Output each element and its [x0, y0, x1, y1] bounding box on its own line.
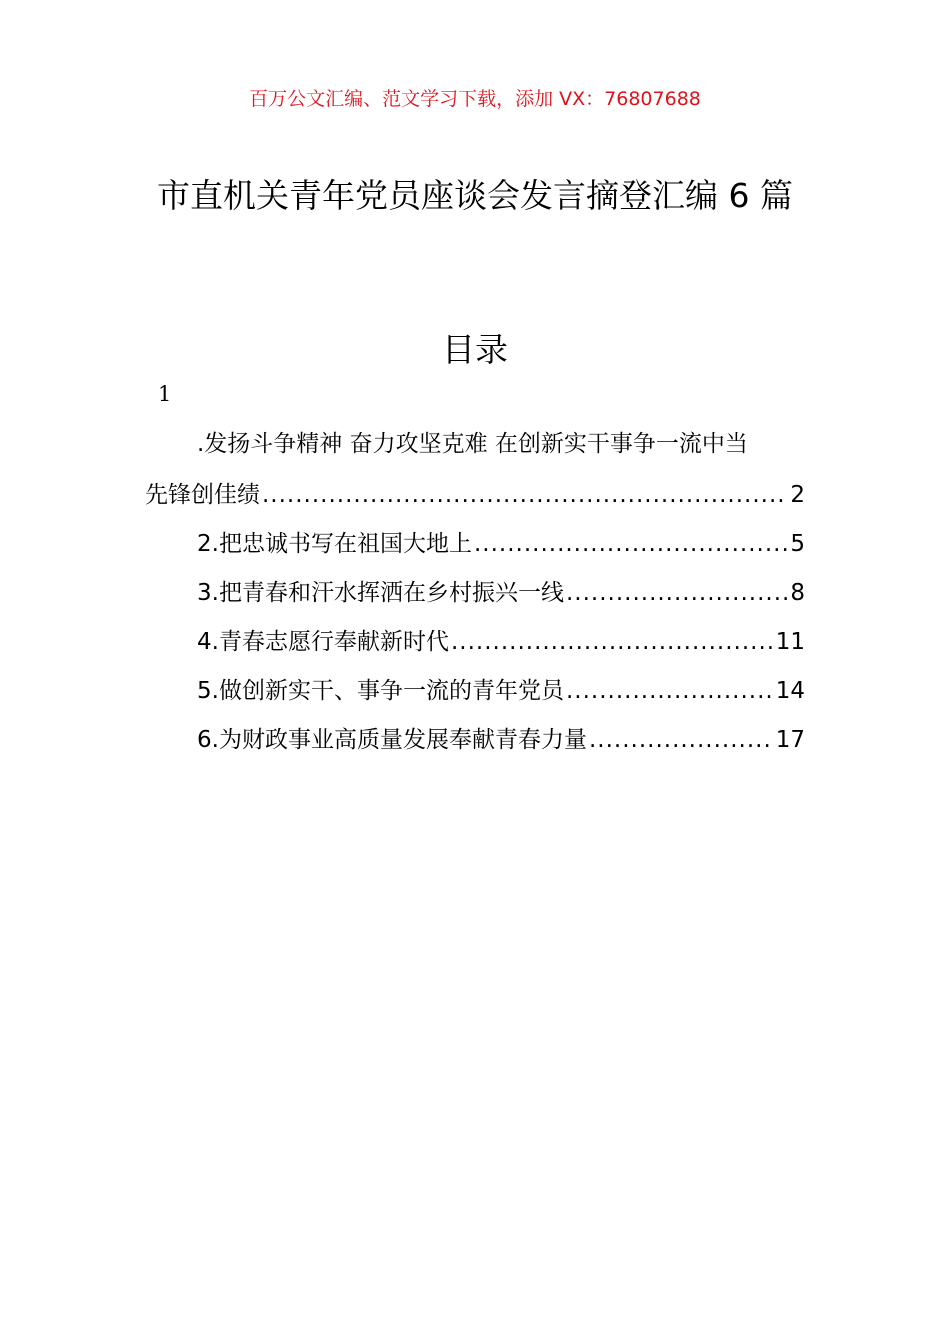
stray-number: 1	[158, 382, 172, 406]
toc-leader-dots	[566, 579, 788, 607]
toc-leader-dots	[474, 530, 788, 558]
toc-leader-dots	[451, 628, 774, 656]
toc-entry-5[interactable]	[145, 677, 805, 705]
toc-entry-2[interactable]	[145, 530, 805, 558]
toc-page-number: 2	[790, 482, 805, 508]
toc-list	[145, 530, 805, 775]
document-title: 市直机关青年党员座谈会发言摘登汇编 6 篇	[157, 176, 793, 215]
toc-page-number: 14	[775, 678, 805, 704]
watermark-text: 百万公文汇编、范文学习下载，添加 VX：76807688	[249, 88, 701, 110]
toc-entry-title: 先锋创佳绩	[145, 482, 260, 508]
toc-heading: 目录	[442, 330, 508, 369]
toc-page-number: 5	[790, 531, 805, 557]
toc-entry-title: 5.做创新实干、事争一流的青年党员	[197, 678, 564, 704]
toc-page-number: 17	[775, 727, 805, 753]
toc-page-number: 11	[775, 629, 805, 655]
toc-entry-title: 3.把青春和汗水挥洒在乡村振兴一线	[197, 580, 564, 606]
toc-leader-dots	[589, 726, 774, 754]
toc-entry-3[interactable]	[145, 579, 805, 607]
toc-leader-dots	[262, 481, 788, 509]
toc-page-number: 8	[790, 580, 805, 606]
toc-entry-title: 2.把忠诚书写在祖国大地上	[197, 531, 472, 557]
toc-leader-dots	[566, 677, 774, 705]
toc-entry-1-line1: .发扬斗争精神 奋力攻坚克难 在创新实干事争一流中当	[197, 431, 748, 457]
toc-entry-title: 6.为财政事业高质量发展奉献青春力量	[197, 727, 587, 753]
toc-entry-1-line2	[145, 481, 805, 509]
toc-entry-title: 4.青春志愿行奉献新时代	[197, 629, 449, 655]
toc-entry-1[interactable]	[145, 430, 805, 509]
toc-entry-4[interactable]	[145, 628, 805, 656]
toc-entry-6[interactable]	[145, 726, 805, 754]
